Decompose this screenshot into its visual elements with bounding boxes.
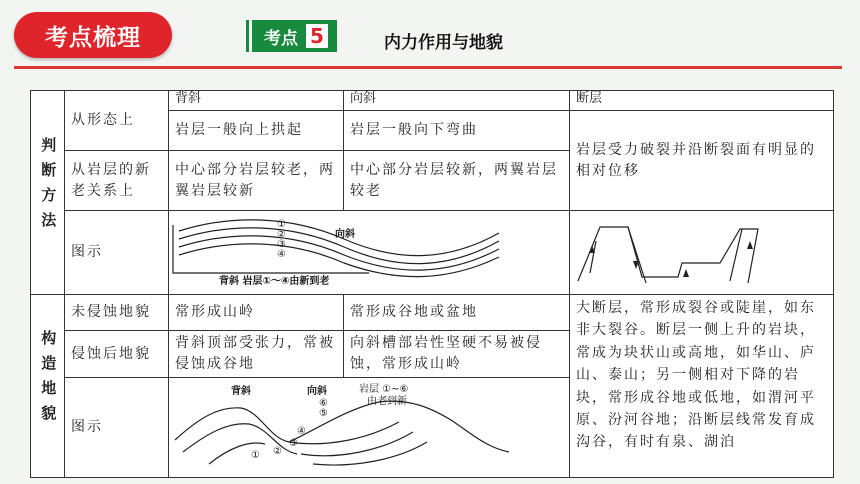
landform-syncline-tag: 向斜 bbox=[307, 386, 327, 397]
fold-caption: 背斜 岩层①～④由新到老 bbox=[219, 276, 330, 287]
row-age-label: 从岩层的新老关系上 bbox=[65, 151, 169, 211]
fault-arrows bbox=[589, 241, 753, 277]
landform-legend-line1: 岩层 ①~⑥ bbox=[359, 384, 409, 395]
fold-layer-1: ① bbox=[277, 219, 286, 230]
landform-layer-2: ② bbox=[273, 446, 282, 457]
row-diagram-label-1: 图示 bbox=[65, 211, 169, 295]
landform-diagram bbox=[169, 378, 569, 470]
point-tag-box bbox=[252, 20, 337, 52]
side-label-judge: 判断方法 bbox=[31, 91, 65, 295]
side-label-landform: 构造地貌 bbox=[31, 295, 65, 478]
syncline-uneroded-cell: 常形成谷地或盆地 bbox=[344, 295, 570, 331]
point-tag bbox=[252, 20, 337, 52]
row-diagram-label-2: 图示 bbox=[65, 378, 169, 478]
row-eroded-label: 侵蚀后地貌 bbox=[65, 331, 169, 378]
row-form-label: 从形态上 bbox=[65, 91, 169, 151]
title-divider bbox=[14, 66, 842, 69]
fold-layer-3: ③ bbox=[277, 239, 286, 250]
anticline-eroded-cell: 背斜顶部受张力，常被侵蚀成谷地 bbox=[169, 331, 344, 378]
comparison-table bbox=[30, 90, 834, 478]
fold-layer-4: ④ bbox=[277, 249, 286, 260]
anticline-form-cell: 岩层一般向上拱起 bbox=[169, 111, 344, 151]
landform-layer-1: ① bbox=[251, 450, 260, 461]
anticline-age-cell: 中心部分岩层较老，两翼岩层较新 bbox=[169, 151, 344, 211]
syncline-age-cell: 中心部分岩层较新，两翼岩层较老 bbox=[344, 151, 570, 211]
landform-diagram-cell bbox=[169, 378, 570, 478]
topic-title: 内力作用与地貌 bbox=[384, 33, 503, 53]
row-uneroded-label: 未侵蚀地貌 bbox=[65, 295, 169, 331]
fold-diagram bbox=[169, 211, 569, 287]
col-anticline-header: 背斜 bbox=[169, 91, 344, 111]
landform-layer-3: ③ bbox=[289, 438, 298, 449]
col-syncline-header: 向斜 bbox=[344, 91, 570, 111]
syncline-form-cell: 岩层一般向下弯曲 bbox=[344, 111, 570, 151]
fault-diagram-cell bbox=[570, 211, 834, 295]
point-label: 考点 bbox=[264, 28, 298, 49]
landform-layer-5: ⑤ bbox=[319, 408, 328, 419]
fault-judge-cell: 岩层受力破裂并沿断裂面有明显的相对位移 bbox=[570, 111, 834, 211]
point-number: 5 bbox=[306, 24, 328, 48]
fold-layer-2: ② bbox=[277, 229, 286, 240]
fold-syncline-tag: 向斜 bbox=[335, 229, 355, 240]
syncline-eroded-cell: 向斜槽部岩性坚硬不易被侵蚀，常形成山岭 bbox=[344, 331, 570, 378]
landform-layer-6: ⑥ bbox=[319, 398, 328, 409]
fault-landform-cell: 大断层，常形成裂谷或陡崖，如东非大裂谷。断层一侧上升的岩块，常成为块状山或高地，如华山、庐山、泰山；另一侧相对下降的岩块，常形成谷地或低地，如渭河平原、汾河谷地；沿断层线常发育成沟谷，有时有泉、湖泊 bbox=[570, 295, 834, 478]
landform-layer-4: ④ bbox=[297, 426, 306, 437]
fault-diagram bbox=[570, 211, 834, 287]
fold-diagram-cell bbox=[169, 211, 570, 295]
landform-legend-line2: 由老到新 bbox=[367, 396, 407, 407]
col-fault-header: 断层 bbox=[570, 91, 834, 111]
section-badge: 考点梳理 bbox=[14, 12, 172, 58]
point-tag-bar bbox=[246, 20, 249, 52]
landform-anticline-tag: 背斜 bbox=[231, 386, 251, 397]
anticline-uneroded-cell: 常形成山岭 bbox=[169, 295, 344, 331]
